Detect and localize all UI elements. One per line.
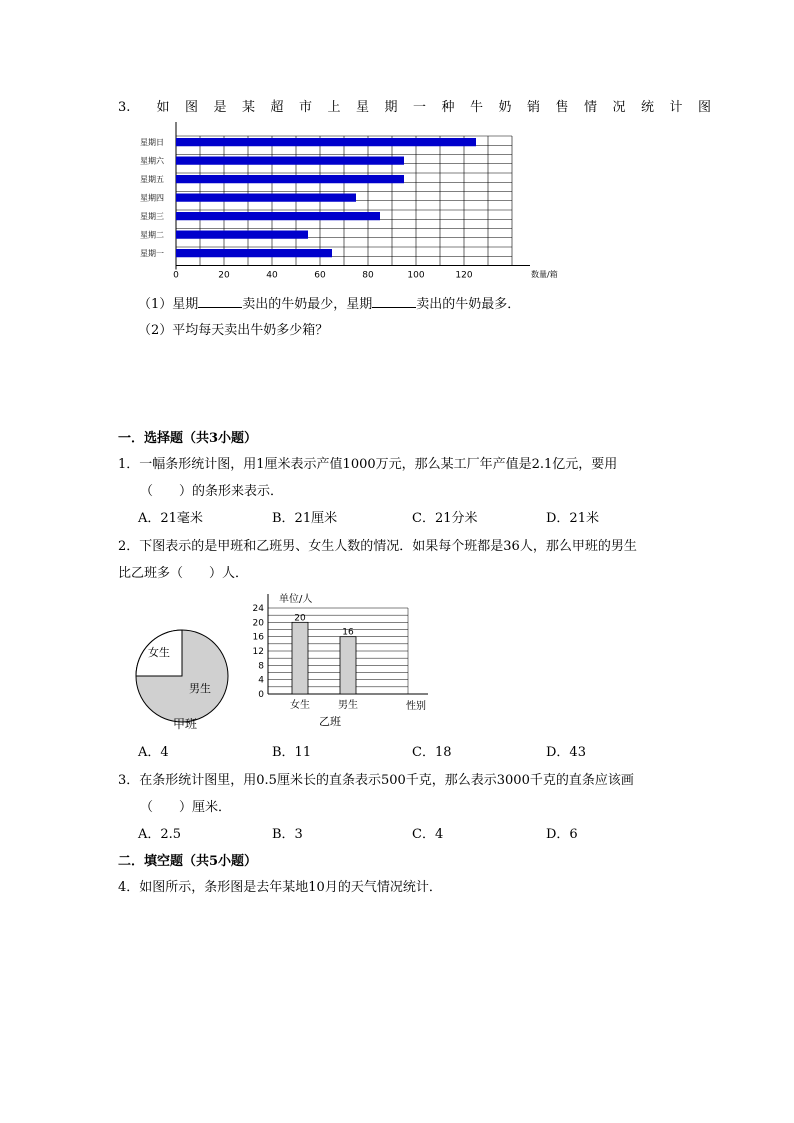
q1-option-b[interactable]: B．21厘米 bbox=[272, 511, 338, 526]
q3-option-d[interactable]: D．6 bbox=[546, 827, 578, 842]
pie-label-boys: 男生 bbox=[189, 682, 211, 695]
section1-heading: 一．选择题（共3小题） bbox=[118, 431, 258, 446]
category-label: 男生 bbox=[338, 700, 358, 711]
q3-option-b[interactable]: B．3 bbox=[272, 827, 303, 842]
q2-line2: 比乙班多（ ）人． bbox=[118, 566, 249, 581]
bar bbox=[176, 175, 404, 183]
category-label: 星期日 bbox=[140, 138, 164, 147]
value-label: 16 bbox=[342, 627, 354, 638]
bar bbox=[176, 231, 308, 239]
x-tick-label: 60 bbox=[314, 270, 326, 281]
value-label: 20 bbox=[294, 613, 306, 624]
category-labels bbox=[290, 698, 358, 711]
q1-line2: （ ）的条形来表示． bbox=[140, 484, 284, 499]
q2-option-d[interactable]: D．43 bbox=[546, 745, 586, 760]
x-tick-label: 20 bbox=[218, 270, 230, 281]
x-tick-label: 0 bbox=[173, 270, 179, 281]
category-labels bbox=[140, 137, 165, 258]
q2-line1: 2．下图表示的是甲班和乙班男、女生人数的情况．如果每个班都是36人，那么甲班的男生 bbox=[118, 539, 637, 554]
class-b-bar-chart bbox=[246, 588, 438, 728]
x-tick-labels bbox=[173, 271, 473, 281]
bar-chart-title: 乙班 bbox=[319, 715, 341, 728]
category-label: 星期四 bbox=[140, 193, 164, 203]
category-label: 星期六 bbox=[140, 156, 164, 166]
q3-line2: （ ）厘米． bbox=[140, 800, 232, 815]
pie-label-girls: 女生 bbox=[148, 646, 170, 659]
x-tick-label: 100 bbox=[407, 270, 425, 281]
sub1-mid: 卖出的牛奶最少，星期 bbox=[242, 297, 373, 312]
category-label: 女生 bbox=[290, 700, 310, 711]
y-tick-label: 4 bbox=[258, 675, 264, 686]
y-tick-label: 8 bbox=[258, 661, 264, 672]
bar bbox=[176, 194, 356, 202]
q1-option-d[interactable]: D．21米 bbox=[546, 511, 599, 526]
y-tick-label: 12 bbox=[252, 647, 264, 657]
category-label: 星期三 bbox=[140, 212, 164, 221]
q2-option-b[interactable]: B．11 bbox=[272, 745, 312, 760]
bar bbox=[176, 138, 476, 146]
bar bbox=[176, 249, 332, 257]
y-tick-label: 24 bbox=[252, 604, 264, 614]
category-label: 星期一 bbox=[140, 249, 164, 258]
y-tick-label: 16 bbox=[252, 632, 264, 643]
chart-bars bbox=[176, 138, 476, 257]
answer-blank-most[interactable] bbox=[372, 295, 416, 308]
answer-blank-least[interactable] bbox=[198, 295, 242, 308]
q3-top-title-row bbox=[118, 96, 727, 115]
category-label: 星期二 bbox=[140, 230, 164, 240]
y-tick-labels bbox=[253, 604, 265, 700]
q1-option-a[interactable]: A．21毫米 bbox=[138, 511, 203, 526]
y-axis-label: 单位/人 bbox=[279, 594, 313, 605]
section2-heading: 二．填空题（共5小题） bbox=[118, 854, 258, 869]
y-tick-label: 0 bbox=[258, 690, 264, 700]
q3-option-a[interactable]: A．2.5 bbox=[138, 827, 182, 842]
bar bbox=[340, 637, 356, 694]
x-axis-label: 性别 bbox=[406, 701, 426, 712]
pie-title: 甲班 bbox=[173, 717, 198, 731]
q3-top-sub2: （2）平均每天卖出牛奶多少箱？ bbox=[138, 323, 329, 338]
q3-top-title: 如图是某超市上星期一种牛奶销售情况统计图 bbox=[156, 100, 727, 115]
q1-option-c[interactable]: C．21分米 bbox=[412, 511, 478, 526]
q3-option-c[interactable]: C．4 bbox=[412, 827, 444, 842]
bar bbox=[176, 212, 380, 220]
bar bbox=[176, 157, 404, 165]
q4-line: 4．如图所示，条形图是去年某地10月的天气情况统计． bbox=[118, 880, 442, 895]
category-label: 星期五 bbox=[140, 175, 164, 184]
x-tick-label: 80 bbox=[362, 270, 374, 281]
x-axis-label: 数量/箱 bbox=[531, 270, 558, 279]
q3-line1: 3．在条形统计图里，用0.5厘米长的直条表示500千克，那么表示3000千克的直条应该画 bbox=[118, 773, 634, 788]
y-tick-label: 20 bbox=[252, 618, 264, 629]
sub1-suffix: 卖出的牛奶最多． bbox=[416, 297, 521, 312]
milk-sales-chart bbox=[138, 122, 558, 282]
x-tick-label: 40 bbox=[266, 270, 278, 281]
bar bbox=[292, 622, 308, 694]
q2-option-a[interactable]: A．4 bbox=[138, 745, 169, 760]
q1-line1: 1．一幅条形统计图，用1厘米表示产值1000万元，那么某工厂年产值是2.1亿元，要用 bbox=[118, 457, 618, 472]
q3-top-sub1 bbox=[138, 293, 520, 312]
q3-top-number: 3. bbox=[118, 100, 131, 115]
sub1-prefix: （1）星期 bbox=[138, 297, 199, 312]
q2-option-c[interactable]: C．18 bbox=[412, 745, 452, 760]
x-tick-label: 120 bbox=[455, 270, 473, 281]
